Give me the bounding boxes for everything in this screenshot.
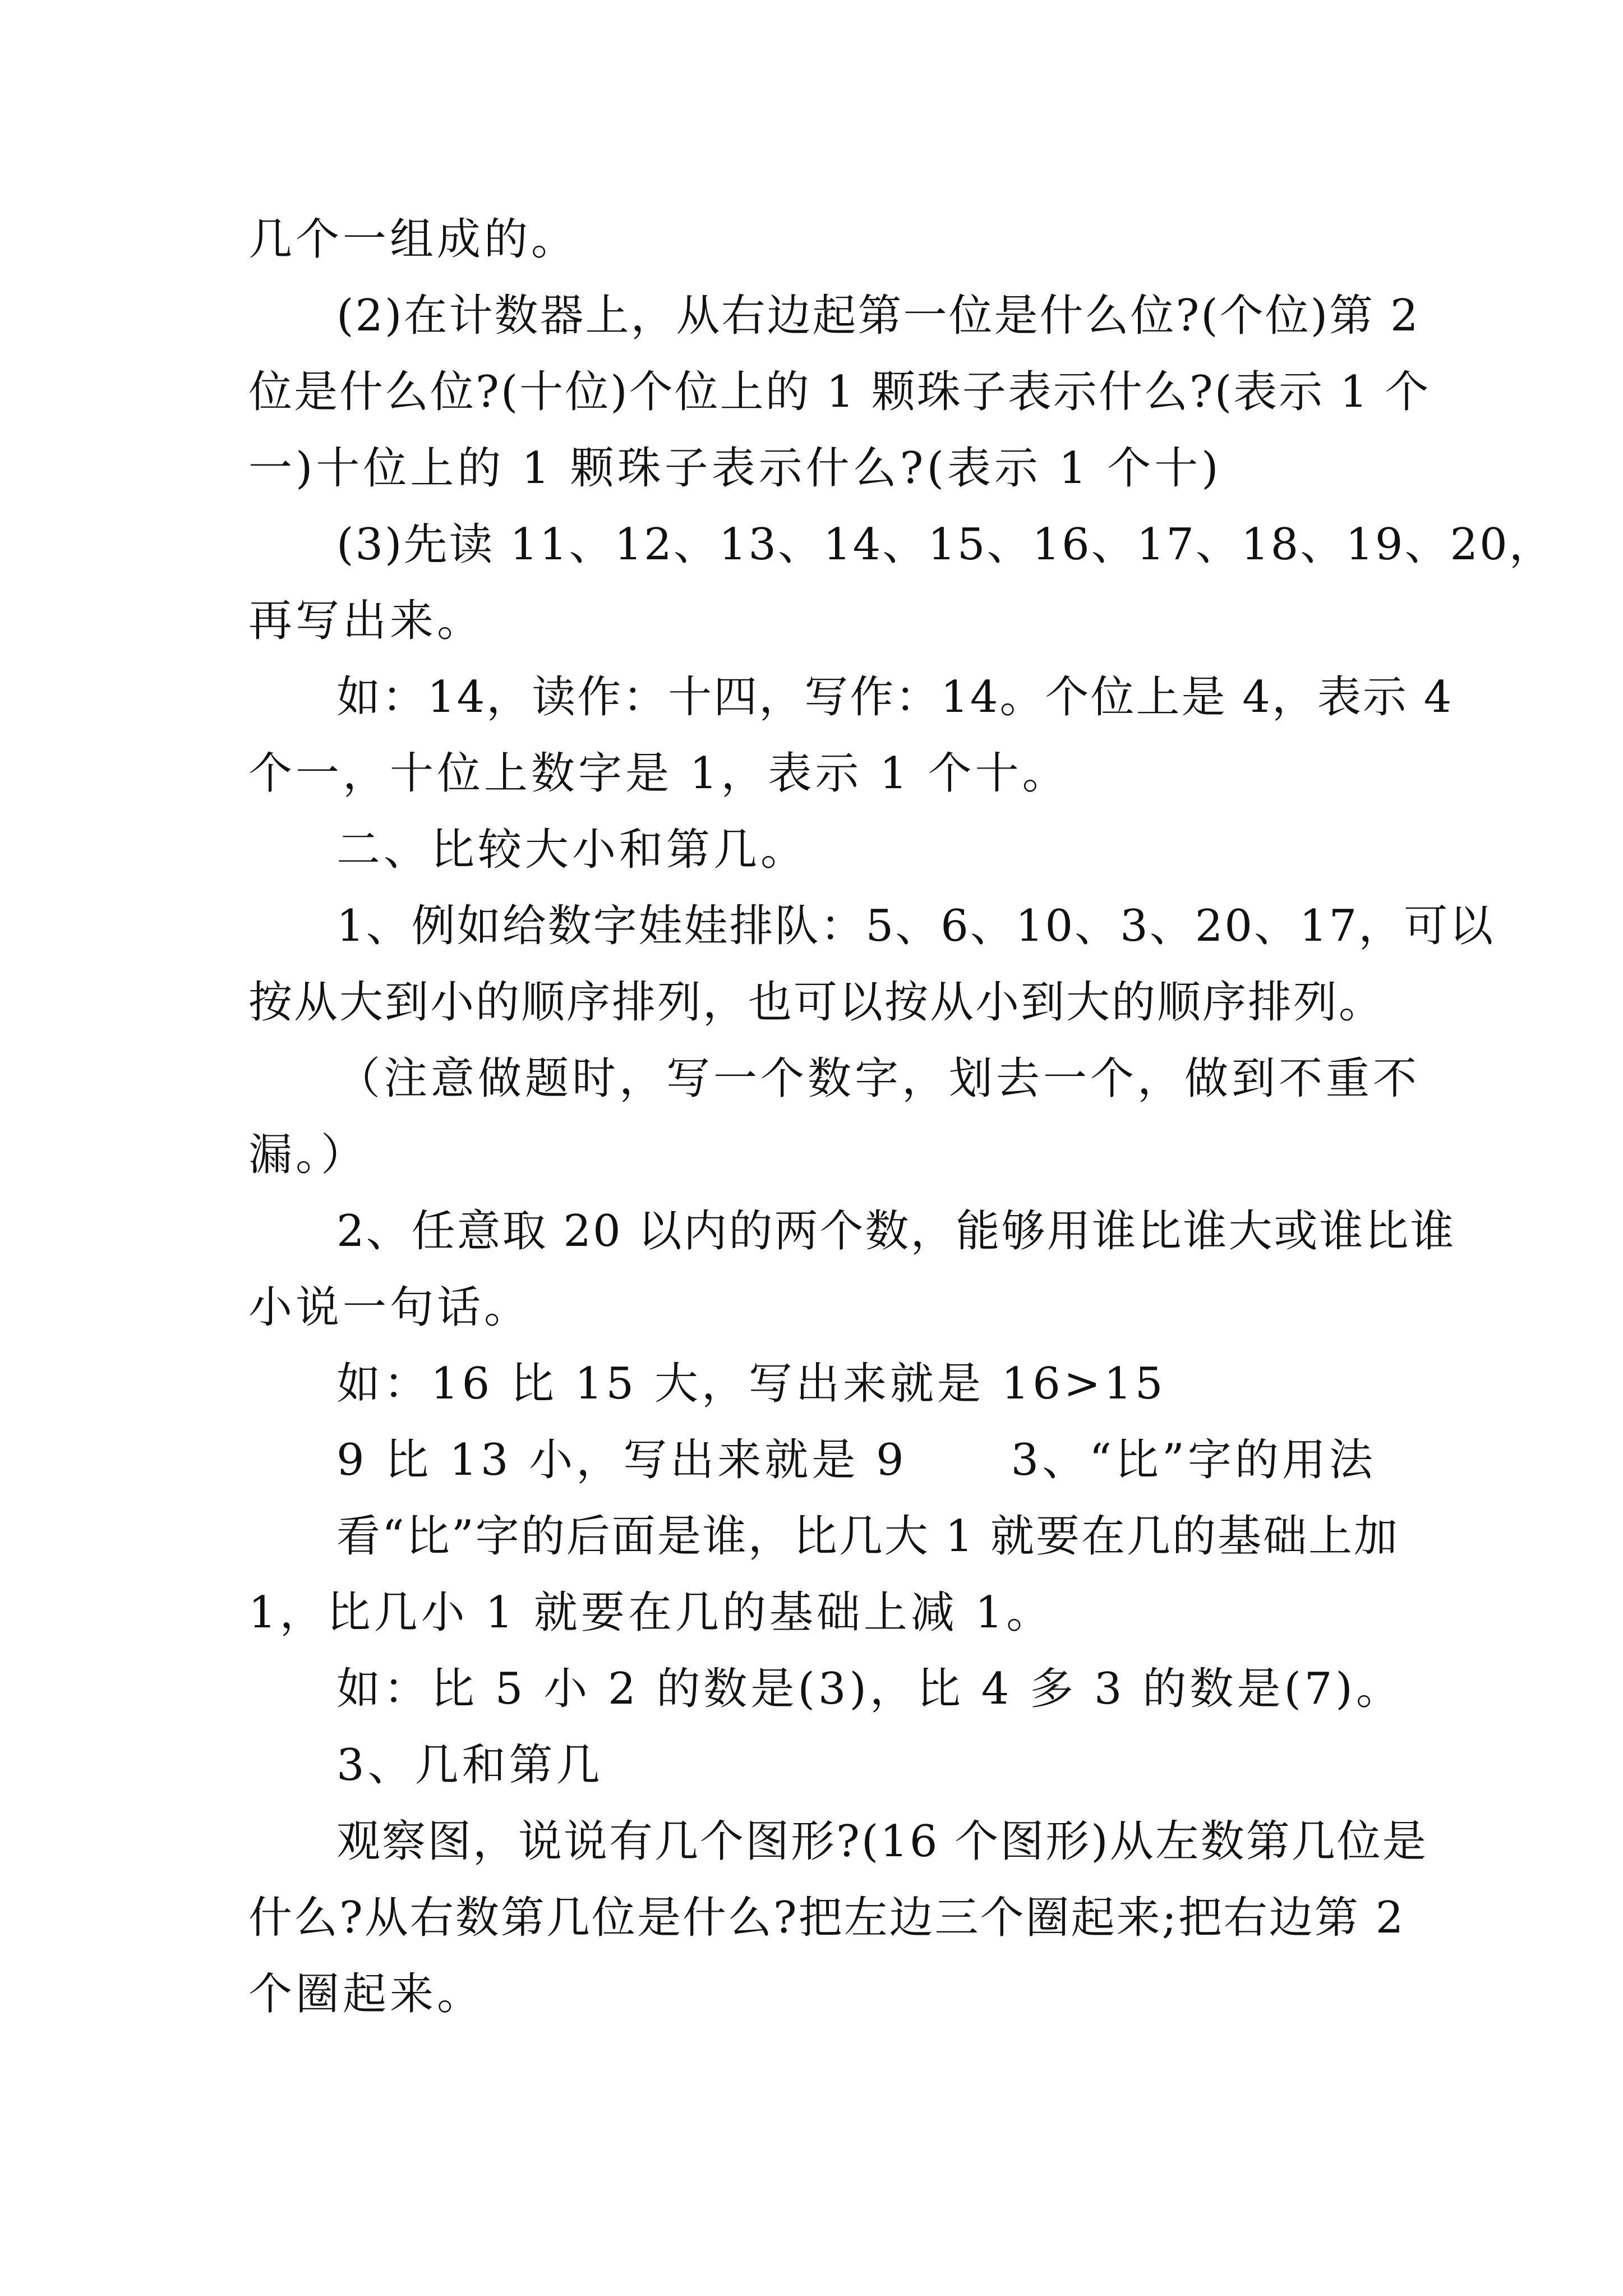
paragraph-line-5: (3)先读 11、12、13、14、15、16、17、18、19、20， xyxy=(336,519,1555,570)
paragraph-line-4: 一)十位上的 1 颗珠子表示什么?(表示 1 个十) xyxy=(248,443,1222,494)
paragraph-line-19: 1，比几小 1 就要在几的基础上减 1。 xyxy=(248,1588,1054,1638)
paragraph-line-20: 如：比 5 小 2 的数是(3)，比 4 多 3 的数是(7)。 xyxy=(336,1664,1403,1714)
paragraph-line-17: 9 比 13 小，写出来就是 9 3、“比”字的用法 xyxy=(336,1435,1376,1485)
section-heading: 二、比较大小和第几。 xyxy=(336,825,808,875)
paragraph-line-12: （注意做题时，写一个数字，划去一个，做到不重不 xyxy=(336,1053,1421,1104)
paragraph-line-11: 按从大到小的顺序排列，也可以按从小到大的顺序排列。 xyxy=(248,977,1385,1028)
paragraph-line-6: 再写出来。 xyxy=(248,596,485,646)
paragraph-line-3: 位是什么位?(十位)个位上的 1 颗珠子表示什么?(表示 1 个 xyxy=(248,367,1431,417)
paragraph-line-7: 如：14，读作：十四，写作：14。个位上是 4，表示 4 xyxy=(336,672,1454,723)
paragraph-line-16: 如：16 比 15 大，写出来就是 16>15 xyxy=(336,1359,1166,1409)
paragraph-line-14: 2、任意取 20 以内的两个数，能够用谁比谁大或谁比谁 xyxy=(336,1206,1456,1257)
paragraph-line-22: 观察图，说说有几个图形?(16 个图形)从左数第几位是 xyxy=(336,1816,1428,1867)
paragraph-line-15: 小说一句话。 xyxy=(248,1282,532,1333)
paragraph-line-18: 看“比”字的后面是谁，比几大 1 就要在几的基础上加 xyxy=(336,1511,1399,1562)
paragraph-line-13: 漏。） xyxy=(248,1130,368,1180)
paragraph-line-23: 什么?从右数第几位是什么?把左边三个圈起来;把右边第 2 xyxy=(248,1893,1405,1943)
paragraph-line-1: 几个一组成的。 xyxy=(248,214,579,265)
paragraph-line-24: 个圈起来。 xyxy=(248,1969,485,2019)
paragraph-line-10: 1、例如给数字娃娃排队：5、6、10、3、20、17，可以 xyxy=(336,901,1495,951)
paragraph-line-8: 个一，十位上数字是 1，表示 1 个十。 xyxy=(248,748,1069,799)
paragraph-line-21: 3、几和第几 xyxy=(336,1740,603,1791)
paragraph-line-2: (2)在计数器上，从右边起第一位是什么位?(个位)第 2 xyxy=(336,291,1420,341)
